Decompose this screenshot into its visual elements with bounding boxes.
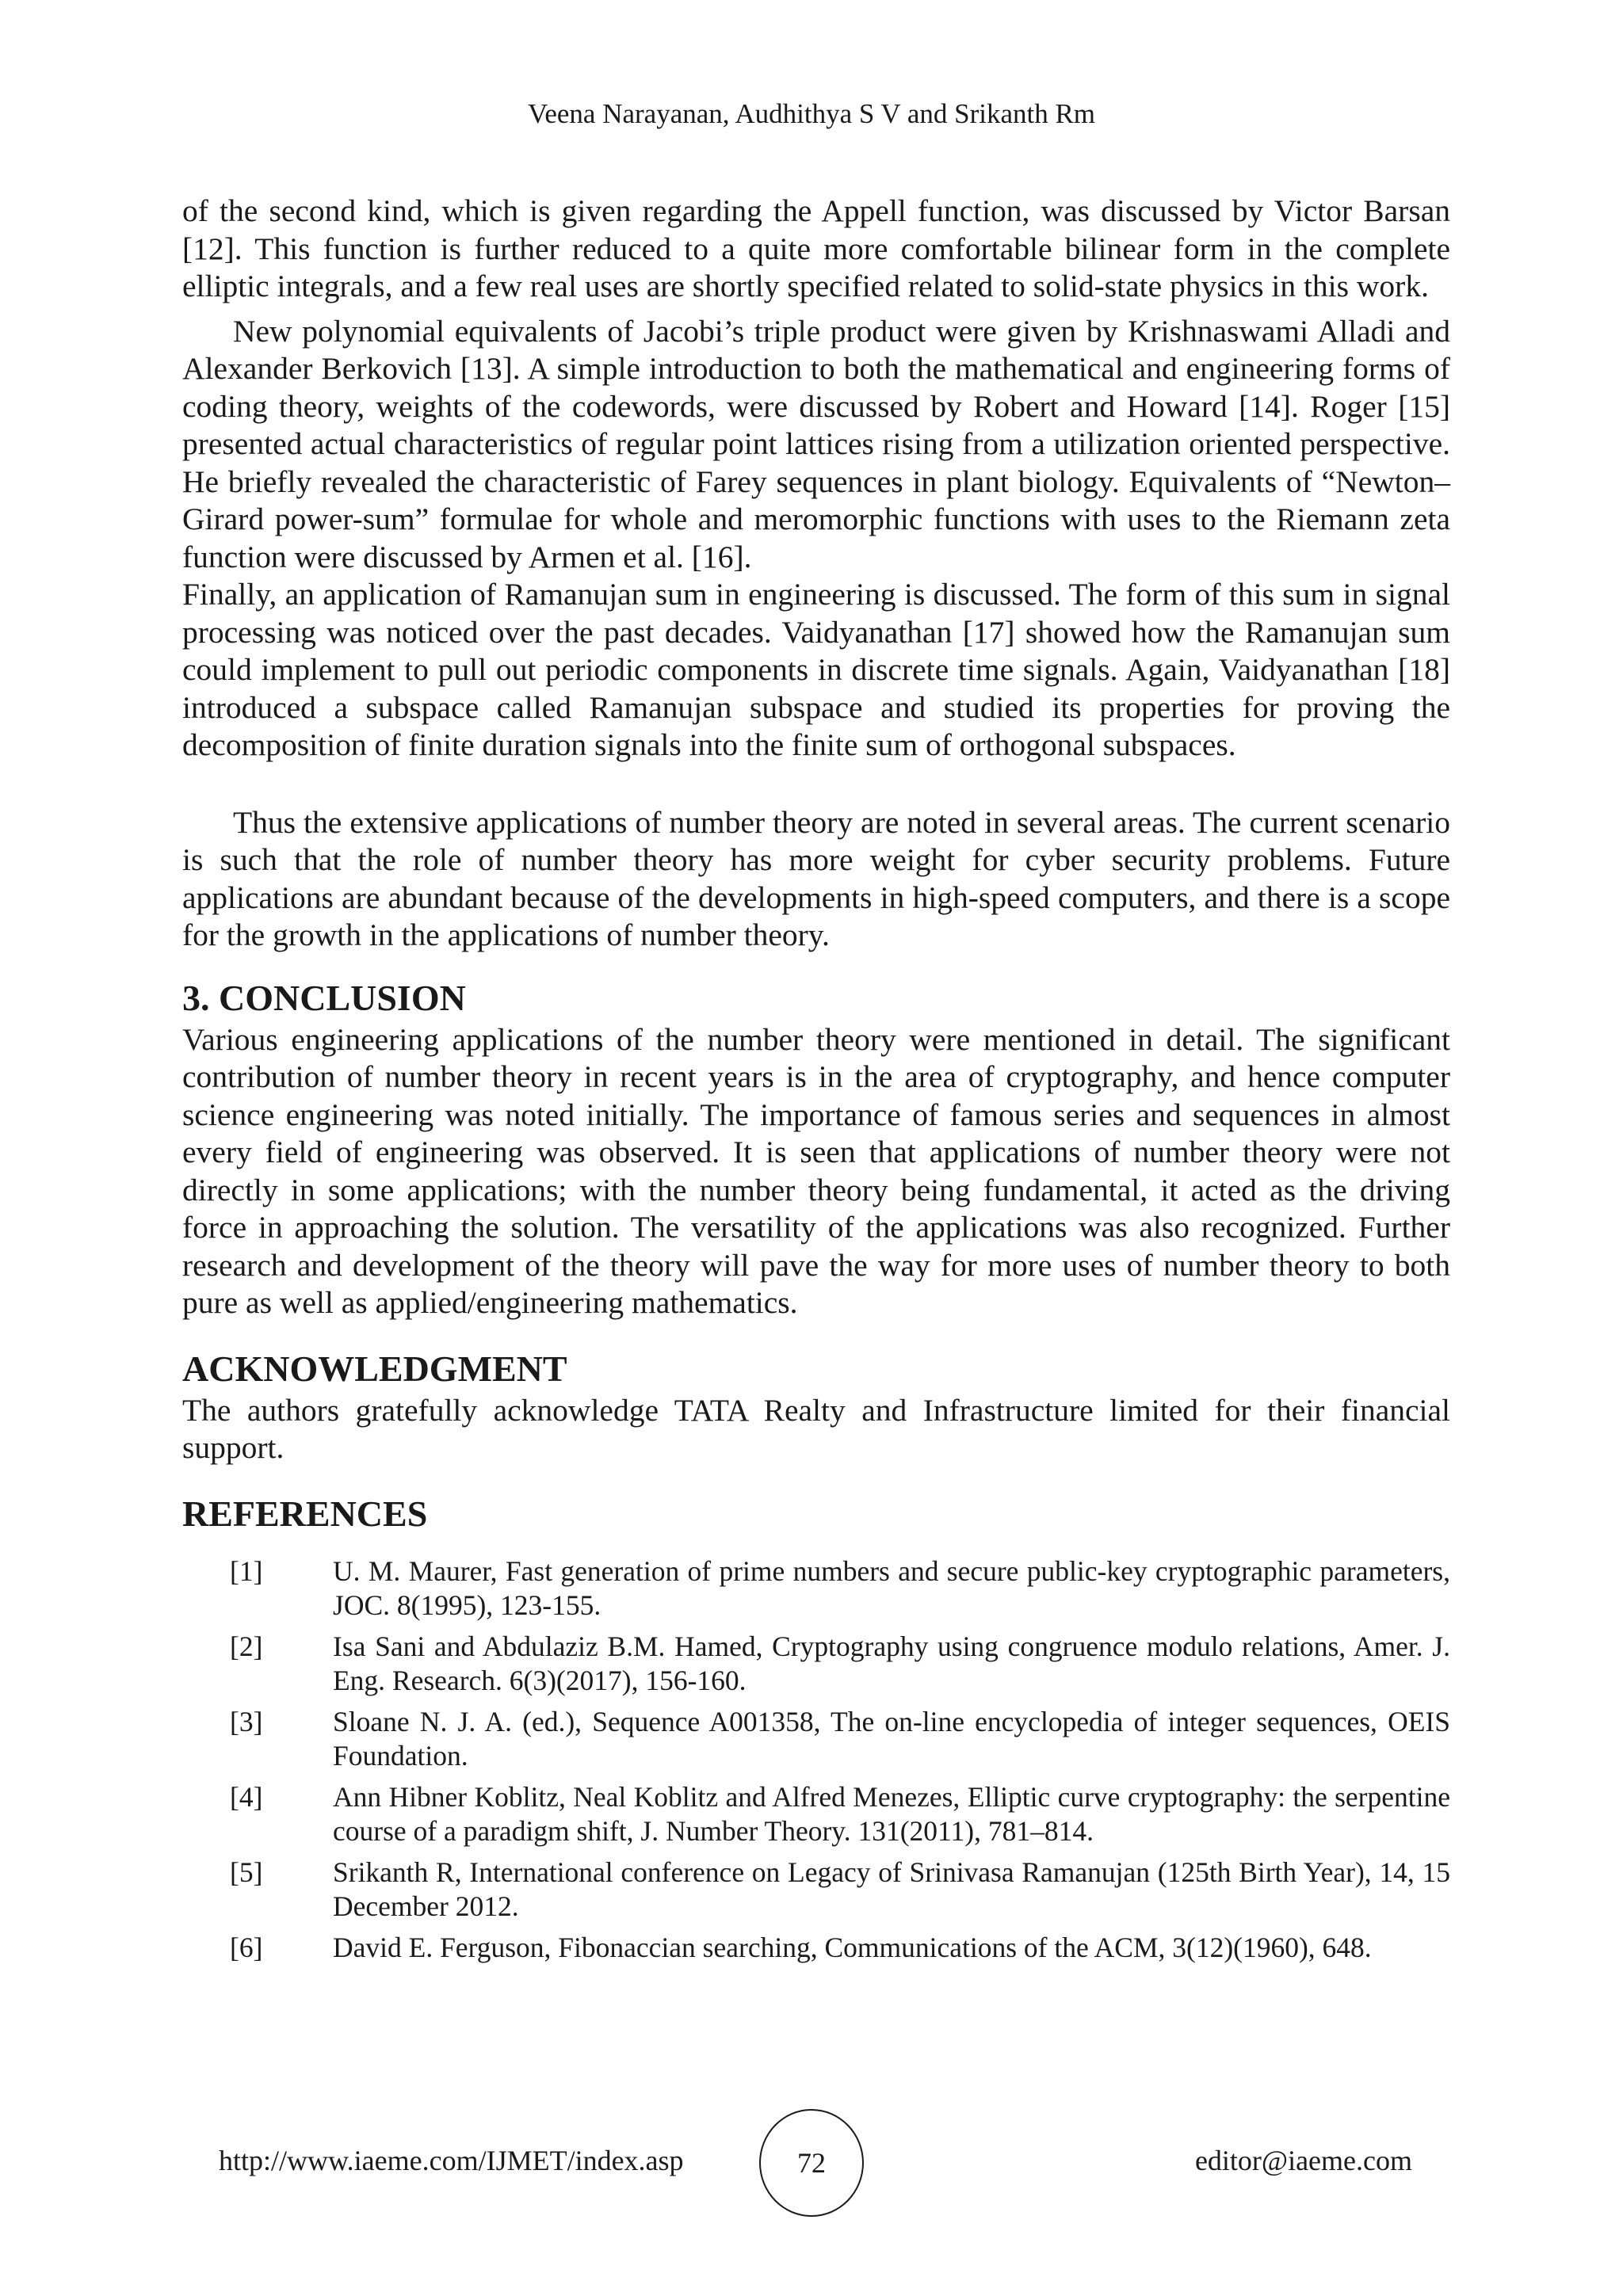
conclusion-heading: 3. CONCLUSION xyxy=(182,977,466,1018)
body-paragraph-2: New polynomial equivalents of Jacobi’s triple product were given by Krishnaswami Alladi and Alexander Berkovich [13]. A simple introduction to both the mathematical and engineering forms of coding theory, weights of the codewords, were discussed by Robert and Howard [14]. Roger [15] presented actual characteristics of regular point lattices rising from a utilization oriented perspective. He briefly revealed the characteristic of Farey sequences in plant biology. Equivalents of “Newton–Girard power-sum” formulae for whole and meromorphic functions with uses to the Riemann zeta function were discussed by Armen et al. [16]. xyxy=(182,313,1450,574)
reference-text: David E. Ferguson, Fibonaccian searching, Communications of the ACM, 3(12)(1960), 648. xyxy=(333,1931,1372,1963)
page-footer xyxy=(0,2109,1623,2220)
reference-item xyxy=(182,1554,1450,1623)
reference-item xyxy=(182,1630,1450,1699)
body-paragraph-3: Finally, an application of Ramanujan sum in engineering is discussed. The form of this sum in signal processing was noticed over the past decades. Vaidyanathan [17] showed how the Ramanujan sum could implement to pull out periodic components in discrete time signals. Again, Vaidyanathan [18] introduced a subspace called Ramanujan subspace and studied its properties for proving the decomposition of finite duration signals into the finite sum of orthogonal subspaces. xyxy=(182,577,1450,762)
acknowledgment-text: The authors gratefully acknowledge TATA Realty and Infrastructure limited for their financial support. xyxy=(182,1392,1450,1465)
reference-text: Ann Hibner Koblitz, Neal Koblitz and Alfred Menezes, Elliptic curve cryptography: the serpentine course of a paradigm shift, J. Number Theory. 131(2011), 781–814. xyxy=(333,1780,1450,1847)
reference-item xyxy=(182,1931,1450,1966)
reference-text: Sloane N. J. A. (ed.), Sequence A001358, The on-line encyclopedia of integer sequences, OEIS Foundation. xyxy=(333,1705,1450,1772)
reference-text: Isa Sani and Abdulaziz B.M. Hamed, Cryptography using congruence modulo relations, Amer. J. Eng. Research. 6(3)(2017), 156-160. xyxy=(333,1630,1450,1696)
body-paragraph-4: Thus the extensive applications of number theory are noted in several areas. The current scenario is such that the role of number theory has more weight for cyber security problems. Future applications are abundant because of the developments in high-speed computers, and there is a scope for the growth in the applications of number theory. xyxy=(182,804,1450,952)
reference-number: [3] xyxy=(230,1705,263,1737)
reference-number: [2] xyxy=(230,1630,263,1662)
reference-item xyxy=(182,1705,1450,1774)
page-number-badge xyxy=(759,2109,864,2217)
reference-number: [5] xyxy=(230,1855,263,1888)
page-content xyxy=(182,193,1450,1971)
reference-number: [4] xyxy=(230,1780,263,1813)
reference-text: Srikanth R, International conference on Legacy of Srinivasa Ramanujan (125th Birth Year), 14, 15 December 2012. xyxy=(333,1855,1450,1922)
reference-list xyxy=(182,1554,1450,1966)
conclusion-text: Various engineering applications of the number theory were mentioned in detail. The significant contribution of number theory in recent years is in the area of cryptography, and hence computer science engineering was noted initially. The importance of famous series and sequences in almost every field of engineering was observed. It is seen that applications of number theory were not directly in some applications; with the number theory being fundamental, it acted as the driving force in approaching the solution. The versatility of the applications was also recognized. Further research and development of the theory will pave the way for more uses of number theory to both pure as well as applied/engineering mathematics. xyxy=(182,1021,1450,1320)
page-number: 72 xyxy=(797,2147,826,2179)
reference-item xyxy=(182,1855,1450,1924)
footer-email-link[interactable]: editor@iaeme.com xyxy=(1194,2145,1412,2176)
running-header: Veena Narayanan, Audhithya S V and Srikanth Rm xyxy=(527,98,1096,129)
body-paragraph-1: of the second kind, which is given regarding the Appell function, was discussed by Victor Barsan [12]. This function is further reduced to a quite more comfortable bilinear form in the complete elliptic integrals, and a few real uses are shortly specified related to solid-state physics in this work. xyxy=(182,193,1450,303)
reference-number: [6] xyxy=(230,1931,263,1963)
reference-item xyxy=(182,1780,1450,1849)
acknowledgment-heading: ACKNOWLEDGMENT xyxy=(182,1348,567,1389)
reference-number: [1] xyxy=(230,1554,263,1587)
footer-url-link[interactable]: http://www.iaeme.com/IJMET/index.asp xyxy=(219,2145,684,2176)
reference-text: U. M. Maurer, Fast generation of prime numbers and secure public-key cryptographic parameters, JOC. 8(1995), 123-155. xyxy=(333,1554,1450,1621)
references-heading: REFERENCES xyxy=(182,1493,428,1534)
